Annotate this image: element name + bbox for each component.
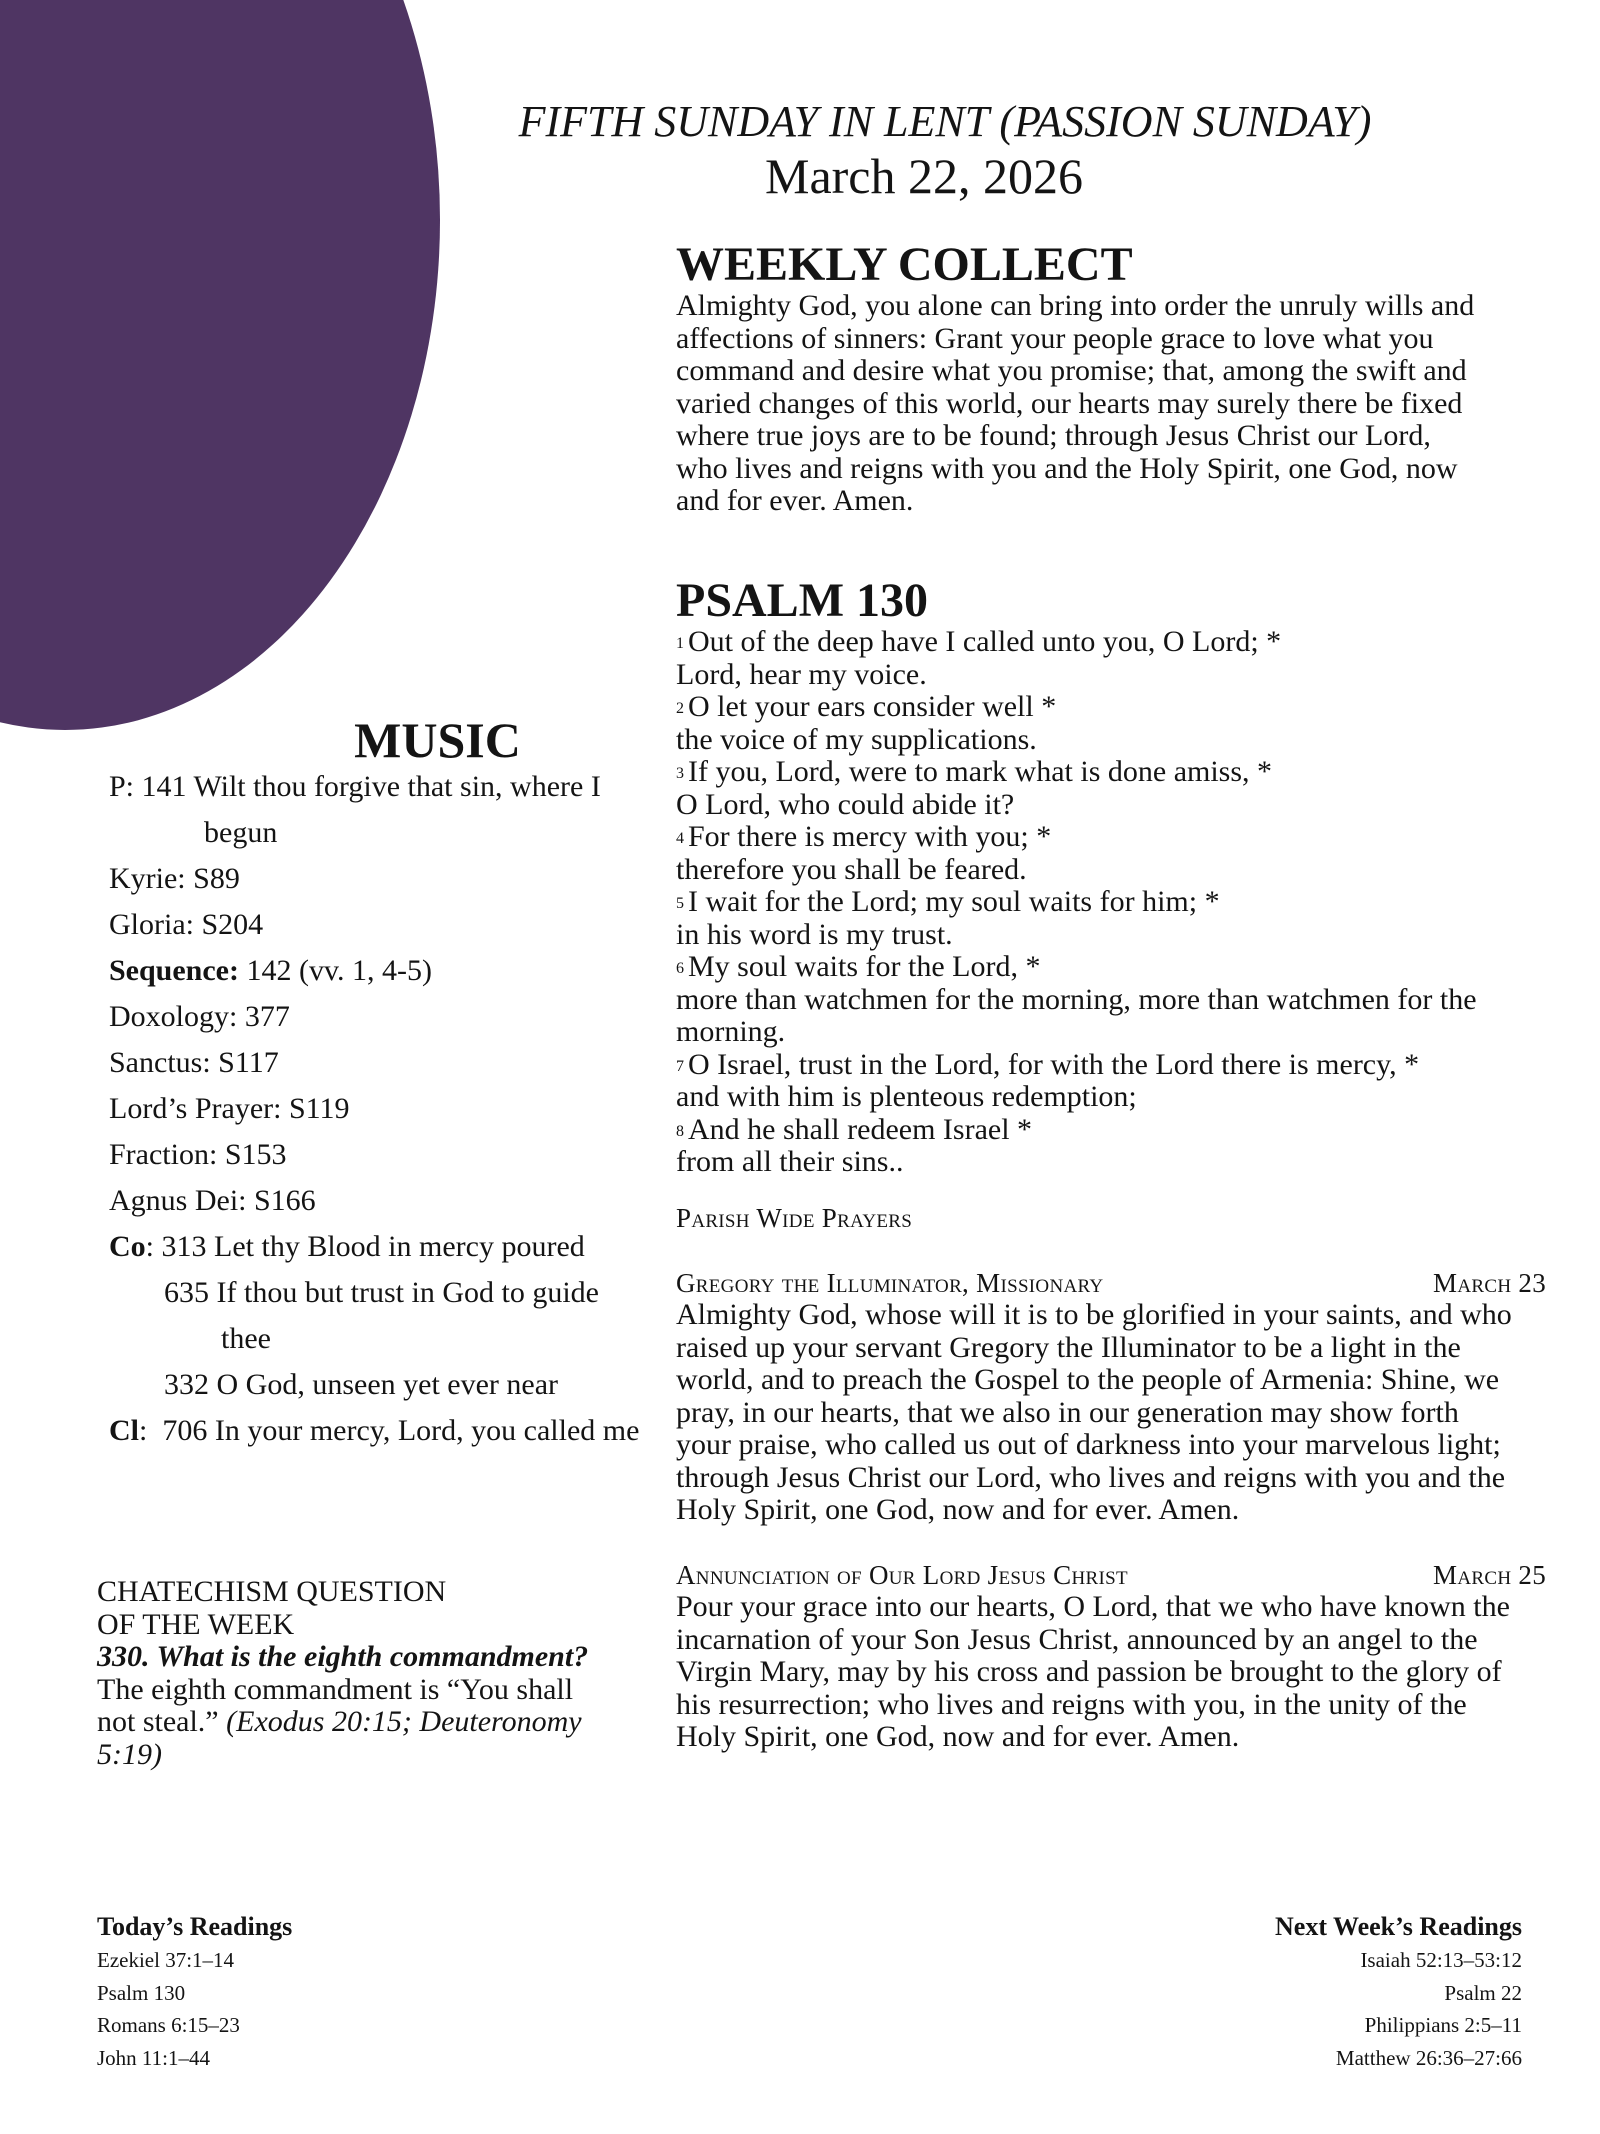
collect-line: varied changes of this world, our hearts may surely there be fixed: [676, 386, 1463, 420]
verse-number: 1: [676, 635, 684, 652]
verse-number: 6: [676, 960, 684, 977]
prayer-item: [676, 1560, 1566, 1754]
service-date: March 22, 2026: [765, 148, 1083, 204]
reading-item: Psalm 22: [1444, 1980, 1522, 2005]
collect-line: who lives and reigns with you and the Holy Spirit, one God, now: [676, 451, 1458, 485]
collect-line: where true joys are to be found; through Jesus Christ our Lord,: [676, 419, 1431, 452]
catechism-question: 330. What is the eighth commandment?: [97, 1640, 589, 1673]
reading-item: Matthew 26:36–27:66: [1335, 2045, 1522, 2070]
verse-line: and with him is plenteous redemption;: [676, 1080, 1137, 1113]
music-row: [109, 994, 669, 1040]
scripture-reference: (Exodus 20:15; Deuteronomy: [226, 1705, 582, 1738]
music-row: [109, 948, 669, 994]
psalm-verse: [676, 886, 1566, 919]
next-week-readings: [1275, 1910, 1522, 2074]
music-text: S89: [193, 862, 240, 895]
prayer-line: Pour your grace into our hearts, O Lord, that we who have known the: [676, 1590, 1510, 1623]
verse-line: For there is mercy with you; *: [688, 820, 1052, 853]
verse-line: O Lord, who could abide it?: [676, 787, 1015, 821]
music-label: Sequence:: [109, 954, 239, 987]
verse-line: therefore you shall be feared.: [676, 852, 1027, 886]
psalm-verse: [676, 691, 1566, 724]
music-row: [109, 1178, 669, 1224]
music-text: thee: [221, 1322, 271, 1355]
verse-line: from all their sins..: [676, 1145, 904, 1178]
psalm-verse: [676, 626, 1566, 659]
weekly-collect-section: [676, 240, 1566, 518]
verse-number: 8: [676, 1122, 684, 1140]
psalm-verse: [676, 951, 1566, 984]
verse-number: 4: [676, 830, 684, 847]
music-heading: MUSIC: [354, 712, 521, 768]
music-text: 313 Let thy Blood in mercy poured: [161, 1230, 585, 1263]
music-label: P:: [109, 770, 135, 803]
prayer-item: [676, 1268, 1566, 1527]
todays-readings-heading: Today’s Readings: [97, 1912, 293, 1941]
music-text: 635 If thou but trust in God to guide: [164, 1276, 599, 1309]
music-row: [109, 856, 669, 902]
music-label: Gloria:: [109, 908, 194, 941]
decorative-purple-circle: [0, 0, 440, 730]
reading-item: Philippians 2:5–11: [1364, 2013, 1522, 2037]
psalm-verse: [676, 1114, 1566, 1147]
verse-number: 5: [676, 895, 684, 912]
music-row: Cl: 706 In your mercy, Lord, you called me: [109, 1414, 640, 1447]
prayer-text: [676, 1591, 1566, 1754]
answer-text: not steal.”: [97, 1705, 227, 1738]
music-row: Co: 313 Let thy Blood in mercy poured: [109, 1230, 585, 1263]
prayer-line: world, and to preach the Gospel to the people of Armenia: Shine, we: [676, 1363, 1500, 1396]
prayer-line: Holy Spirit, one God, now and for ever. Amen.: [676, 1720, 1240, 1753]
music-text: 706 In your mercy, Lord, you called me: [162, 1414, 640, 1447]
music-text: 332 O God, unseen yet ever near: [164, 1368, 559, 1401]
music-text: S153: [224, 1138, 287, 1171]
music-label: Cl: [109, 1414, 139, 1447]
feast-date: March 23: [1433, 1268, 1546, 1298]
scripture-reference: 5:19): [97, 1737, 162, 1771]
next-week-readings-heading: Next Week’s Readings: [1275, 1912, 1522, 1941]
music-row: [109, 1362, 669, 1408]
reading-item: Psalm 130: [97, 1980, 186, 2005]
prayer-header: [676, 1560, 1546, 1591]
collect-line: command and desire what you promise; that, among the swift and: [676, 354, 1467, 387]
verse-number: 3: [676, 765, 684, 782]
verse-line: If you, Lord, were to mark what is done amiss, *: [688, 755, 1273, 788]
psalm-verse: [676, 1049, 1566, 1082]
music-row: [109, 764, 669, 810]
psalm-text: [676, 626, 1566, 1179]
verse-line: Out of the deep have I called unto you, O Lord; *: [688, 625, 1282, 658]
verse-line: more than watchmen for the morning, more than watchmen for the: [676, 982, 1477, 1016]
verse-number: 2: [676, 700, 684, 717]
music-label: Kyrie:: [109, 862, 186, 895]
reading-item: Isaiah 52:13–53:12: [1360, 1948, 1522, 1972]
prayer-line: incarnation of your Son Jesus Christ, announced by an angel to the: [676, 1622, 1478, 1656]
prayer-line: Holy Spirit, one God, now and for ever. Amen.: [676, 1493, 1240, 1526]
psalm-verse: [676, 756, 1566, 789]
collect-text: [676, 290, 1566, 518]
prayer-line: through Jesus Christ our Lord, who lives and reigns with you and the: [676, 1460, 1506, 1494]
page-title: FIFTH SUNDAY IN LENT (PASSION SUNDAY): [518, 97, 1372, 146]
verse-line: morning.: [676, 1015, 786, 1048]
collect-heading: WEEKLY COLLECT: [676, 238, 1133, 291]
music-row: [109, 1086, 669, 1132]
prayer-line: raised up your servant Gregory the Illuminator to be a light in the: [676, 1330, 1461, 1364]
prayer-line: your praise, who called us out of darkness into your marvelous light;: [676, 1428, 1501, 1461]
music-label: Lord’s Prayer:: [109, 1092, 282, 1125]
verse-line: My soul waits for the Lord, *: [688, 950, 1041, 983]
music-label: Agnus Dei:: [109, 1184, 247, 1217]
music-label: Fraction:: [109, 1138, 218, 1171]
prayer-line: his resurrection; who lives and reigns with you, in the unity of the: [676, 1687, 1467, 1721]
music-text: 141 Wilt thou forgive that sin, where I: [141, 770, 601, 803]
catechism-heading: CHATECHISM QUESTION: [97, 1575, 447, 1608]
music-label: Doxology:: [109, 1000, 238, 1033]
psalm-verse: [676, 821, 1566, 854]
verse-line: the voice of my supplications.: [676, 722, 1037, 756]
verse-line: Lord, hear my voice.: [676, 657, 927, 691]
music-text: S119: [288, 1092, 350, 1125]
saint-name: Annunciation of Our Lord Jesus Christ: [676, 1560, 1128, 1590]
music-row: [109, 902, 669, 948]
music-text: 142 (vv. 1, 4-5): [246, 954, 433, 987]
reading-item: Romans 6:15–23: [97, 2013, 240, 2037]
catechism-heading: OF THE WEEK: [97, 1607, 295, 1641]
reading-item: John 11:1–44: [97, 2045, 210, 2070]
music-text: begun: [204, 816, 278, 849]
music-row: [109, 1270, 669, 1316]
verse-line: And he shall redeem Israel *: [688, 1112, 1033, 1146]
verse-line: O Israel, trust in the Lord, for with the Lord there is mercy, *: [688, 1047, 1420, 1081]
music-text: S166: [254, 1184, 316, 1217]
reading-item: Ezekiel 37:1–14: [97, 1948, 235, 1972]
collect-line: Almighty God, you alone can bring into order the unruly wills and: [676, 289, 1475, 322]
psalm-section: [676, 576, 1566, 1179]
catechism-answer: [97, 1706, 637, 1739]
verse-line: I wait for the Lord; my soul waits for him; *: [688, 885, 1220, 918]
parish-prayers-heading: Parish Wide Prayers: [676, 1203, 913, 1233]
music-row: [109, 1040, 669, 1086]
prayer-line: Virgin Mary, may by his cross and passion be brought to the glory of: [676, 1655, 1502, 1688]
prayer-header: [676, 1268, 1546, 1299]
feast-date: March 25: [1433, 1560, 1546, 1590]
catechism-section: [97, 1576, 637, 1771]
music-row: [109, 810, 669, 856]
collect-line: and for ever. Amen.: [676, 484, 914, 517]
prayer-text: [676, 1299, 1566, 1527]
verse-line: in his word is my trust.: [676, 917, 953, 951]
music-row: [109, 1132, 669, 1178]
music-label: Sanctus:: [109, 1046, 211, 1079]
music-text: S204: [201, 908, 264, 941]
saint-name: Gregory the Illuminator, Missionary: [676, 1268, 1104, 1298]
prayer-line: Almighty God, whose will it is to be glorified in your saints, and who: [676, 1298, 1512, 1331]
psalm-heading: PSALM 130: [676, 574, 928, 627]
music-row: [109, 1316, 669, 1362]
music-text: 377: [244, 1000, 290, 1033]
verse-number: 7: [676, 1057, 684, 1075]
music-list: [109, 764, 669, 1454]
verse-line: O let your ears consider well *: [688, 690, 1057, 723]
collect-line: affections of sinners: Grant your people grace to love what you: [676, 321, 1434, 355]
catechism-answer: The eighth commandment is “You shall: [97, 1672, 574, 1706]
todays-readings: [97, 1910, 292, 2074]
prayer-line: pray, in our hearts, that we also in our generation may show forth: [676, 1395, 1459, 1429]
music-label: Co: [109, 1230, 146, 1263]
music-text: S117: [218, 1046, 279, 1079]
